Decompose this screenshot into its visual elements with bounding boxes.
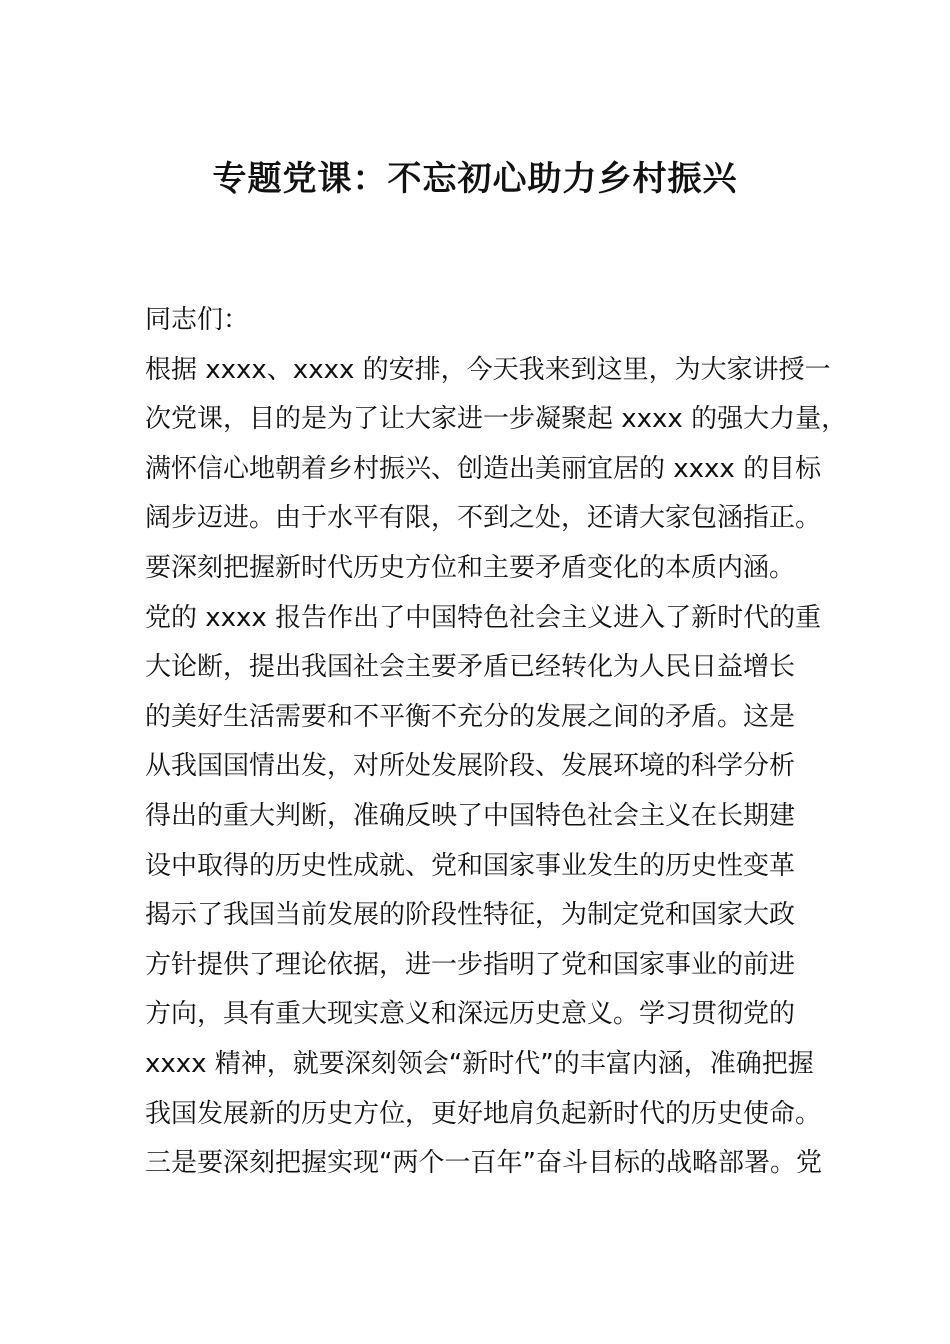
body-line: 的美好生活需要和不平衡不充分的发展之间的矛盾。这是: [145, 701, 796, 732]
body-line: xxxx 精神，就要深刻领会“新时代”的丰富内涵，准确把握: [145, 1048, 814, 1079]
body-line: 我国发展新的历史方位，更好地肩负起新时代的历史使命。: [145, 1098, 822, 1129]
body-line: 要深刻把握新时代历史方位和主要矛盾变化的本质内涵。: [145, 552, 796, 583]
body-line: 党的 xxxx 报告作出了中国特色社会主义进入了新时代的重: [145, 602, 822, 633]
body-line: 根据 xxxx、xxxx 的安排，今天我来到这里，为大家讲授一: [145, 354, 831, 385]
body-line: 大论断，提出我国社会主要矛盾已经转化为人民日益增长: [145, 652, 796, 683]
body-line: 方向，具有重大现实意义和深远历史意义。学习贯彻党的: [145, 999, 796, 1030]
body-line: 方针提供了理论依据，进一步指明了党和国家事业的前进: [145, 949, 796, 980]
body-line: 阔步迈进。由于水平有限，不到之处，还请大家包涵指正。: [145, 503, 822, 534]
body-line: 得出的重大判断，准确反映了中国特色社会主义在长期建: [145, 800, 796, 831]
body-line: 次党课，目的是为了让大家进一步凝聚起 xxxx 的强大力量，: [145, 404, 848, 435]
document-title: 专题党课：不忘初心助力乡村振兴: [212, 159, 738, 199]
body-line: 三是要深刻把握实现“两个一百年”奋斗目标的战略部署。党: [145, 1148, 822, 1179]
body-line: 同志们：: [145, 305, 250, 335]
body-line: 从我国国情出发，对所处发展阶段、发展环境的科学分析: [145, 751, 796, 782]
body-line: 设中取得的历史性成就、党和国家事业发生的历史性变革: [145, 850, 796, 881]
document-body: [145, 296, 848, 1189]
body-line: 揭示了我国当前发展的阶段性特征，为制定党和国家大政: [145, 900, 796, 931]
body-line: 满怀信心地朝着乡村振兴、创造出美丽宜居的 xxxx 的目标: [145, 453, 822, 484]
